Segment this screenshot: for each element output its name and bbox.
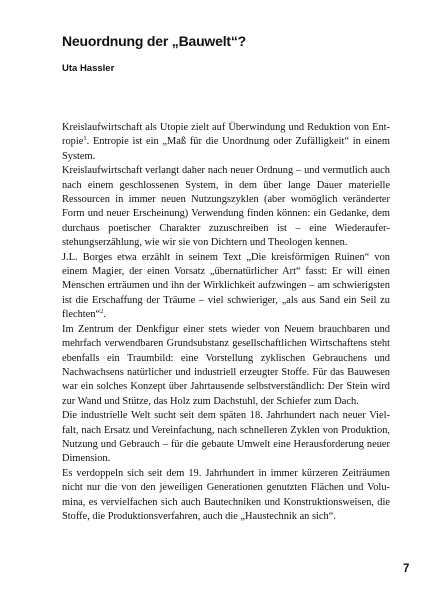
paragraph xyxy=(62,323,390,409)
text-run: J.L. Borges etwa erzählt in seinem Text „Die kreisförmigen Ruinen“ von einem Magier, der einen Vorsatz „übernatürlicher Art“ fasst: Er will einen Menschen erträumen und ihn der Wirklichkeit aufzwingen – am schwierigsten ist die Erschaffung der Träume – viel schwieriger, „als aus Sand ein Seil zu flechten“ xyxy=(62,251,390,321)
page-title: Neuordnung der „Bauwelt“? xyxy=(62,33,247,49)
text-run: Die industrielle Welt sucht seit dem späten 18. Jahrhundert nach neuer Vielfalt, nach Ersatz und Vereinfachung, nach schnelleren Zyklen von Produktion, Nutzung und Gebrauch – für die gebaute Umwelt eine Herausforderung neuer Dimension. xyxy=(62,410,390,465)
paragraph xyxy=(62,121,390,164)
text-run: Es verdoppeln sich seit dem 19. Jahrhundert in immer kürzeren Zeiträumen nicht nur die von den jeweiligen Generationen genutzten Flächen und Volumina, es vervielfachen sich auch Bautechniken und Konstruktionsweisen, die Stoffe, die Produktionsverfahren, auch die „Haustechnik an sich“. xyxy=(62,467,390,522)
paragraph xyxy=(62,164,390,250)
body-text xyxy=(62,121,390,524)
text-run: Kreislaufwirtschaft verlangt daher nach neuer Ordnung – und vermutlich auch nach einem geschlossenen System, in dem über lange Dauer materielle Ressourcen in immer neuen Nutzungszyklen (aber womöglich veränderter Form und neuer Erscheinung) Verwendung finden können: ein Gedanke, dem durchaus poetischer Charakter zuzuschreiben ist – eine Wiederauferstehungserzählung, wie wir sie von Dichtern und Theologen kennen. xyxy=(62,165,390,249)
paragraph xyxy=(62,409,390,467)
text-run: Kreislaufwirtschaft als Utopie zielt auf Überwindung und Reduktion von Entropie xyxy=(62,122,390,148)
paragraph xyxy=(62,251,390,323)
page-number: 7 xyxy=(403,563,410,575)
footnote-ref: 2 xyxy=(100,308,104,316)
author-name: Uta Hassler xyxy=(62,63,115,74)
paragraph xyxy=(62,467,390,525)
footnote-ref: 1 xyxy=(83,135,87,143)
text-run: Im Zentrum der Denkfigur einer stets wieder von Neuem brauchbaren und mehrfach verwendbaren Grundsubstanz gesellschaftlichen Wirtschaftens steht ebenfalls ein Traumbild: eine Vorstellung zyklischen Gebrauchens und Nachwachsens natürlicher und industriell erzeugter Stoffe. Für das Bauwesen war ein solches Konzept über Jahrtausende selbstverständlich: Der Stein wird zur Wand und Stütze, das Holz zum Dachstuhl, der Schiefer zum Dach. xyxy=(62,323,390,407)
text-run: . Entropie ist ein „Maß für die Unordnung oder Zufälligkeit“ in einem System. xyxy=(62,136,390,162)
text-run: . xyxy=(103,309,106,321)
